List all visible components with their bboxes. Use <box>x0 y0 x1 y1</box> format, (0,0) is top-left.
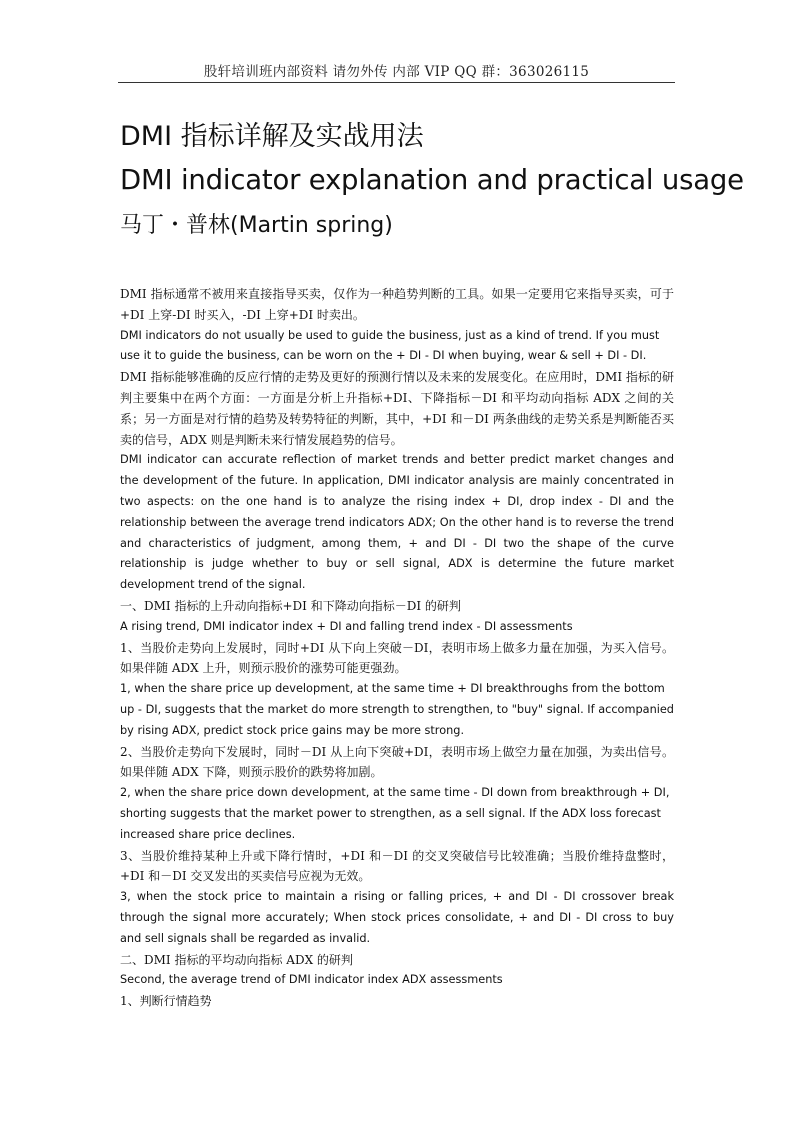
title-english: DMI indicator explanation and practical usage <box>120 164 744 196</box>
section-heading: 二、DMI 指标的平均动向指标 ADX 的研判 <box>120 952 353 967</box>
paragraph: DMI indicator can accurate reflection of market trends and better predict market changes and the development of the future. In application, DMI indicator analysis are mainly concentrated in two aspects: on the one hand is to analyze the rising index + DI, drop index - DI and the relationship between the average trend indicators ADX; On the other hand is to reverse the trend and characteristics of judgment, among them, + and DI - DI two the shape of the curve relationship is judge whether to buy or sell signal, ADX is determine the future market development trend of the signal. <box>120 453 674 592</box>
subsection-heading: 1、判断行情趋势 <box>120 994 212 1009</box>
paragraph: 3, when the stock price to maintain a rising or falling prices, + and DI - DI crossover break through the signal more accurately; When stock prices consolidate, + and DI - DI cross to buy and sell signals shall be regarded as invalid. <box>120 890 674 945</box>
body-text <box>120 284 674 1012</box>
paragraph: 2, when the share price down development, at the same time - DI down from breakthrough + DI, shorting suggests that the market power to strengthen, as a sell signal. If the ADX loss forecast increased share price declines. <box>120 786 670 841</box>
section-heading-en: Second, the average trend of DMI indicator index ADX assessments <box>120 973 503 987</box>
paragraph: 1、当股价走势向上发展时，同时+DI 从下向上突破－DI，表明市场上做多力量在加强，为买入信号。如果伴随 ADX 上升，则预示股价的涨势可能更强劲。 <box>120 640 674 676</box>
section-heading: 一、DMI 指标的上升动向指标+DI 和下降动向指标－DI 的研判 <box>120 598 461 613</box>
header-divider <box>118 82 675 83</box>
section-heading-en: A rising trend, DMI indicator index + DI and falling trend index - DI assessments <box>120 619 573 633</box>
title-chinese: DMI 指标详解及实战用法 <box>120 121 424 152</box>
paragraph: 1, when the share price up development, at the same time + DI breakthroughs from the bottom up - DI, suggests that the market do more strength to strengthen, to "buy" signal. If accompanied by rising ADX, predict stock price gains may be more strong. <box>120 682 674 737</box>
page-header: 股轩培训班内部资料 请勿外传 内部 VIP QQ 群：363026115 <box>203 64 590 80</box>
paragraph: DMI 指标能够准确的反应行情的走势及更好的预测行情以及未来的发展变化。在应用时，DMI 指标的研判主要集中在两个方面：一方面是分析上升指标+DI、下降指标－DI 和平均动向指标 ADX 之间的关系；另一方面是对行情的趋势及转势特征的判断，其中，+DI 和－DI 两条曲线的走势关系是判断能否买卖的信号，ADX 则是判断未来行情发展趋势的信号。 <box>120 370 674 447</box>
paragraph: DMI 指标通常不被用来直接指导买卖，仅作为一种趋势判断的工具。如果一定要用它来指导买卖，可于+DI 上穿-DI 时买入，-DI 上穿+DI 时卖出。 <box>120 287 674 322</box>
paragraph: 2、当股价走势向下发展时，同时－DI 从上向下突破+DI，表明市场上做空力量在加强，为卖出信号。如果伴随 ADX 下降，则预示股价的跌势将加剧。 <box>120 744 674 780</box>
paragraph: DMI indicators do not usually be used to guide the business, just as a kind of trend. If you must use it to guide the business, can be worn on the + DI - DI when buying, wear & sell + DI - DI. <box>120 328 660 363</box>
author-line: 马丁・普林(Martin spring) <box>120 213 393 238</box>
paragraph: 3、当股价维持某种上升或下降行情时，+DI 和－DI 的交叉突破信号比较准确；当股价维持盘整时，+DI 和－DI 交叉发出的买卖信号应视为无效。 <box>120 848 674 884</box>
